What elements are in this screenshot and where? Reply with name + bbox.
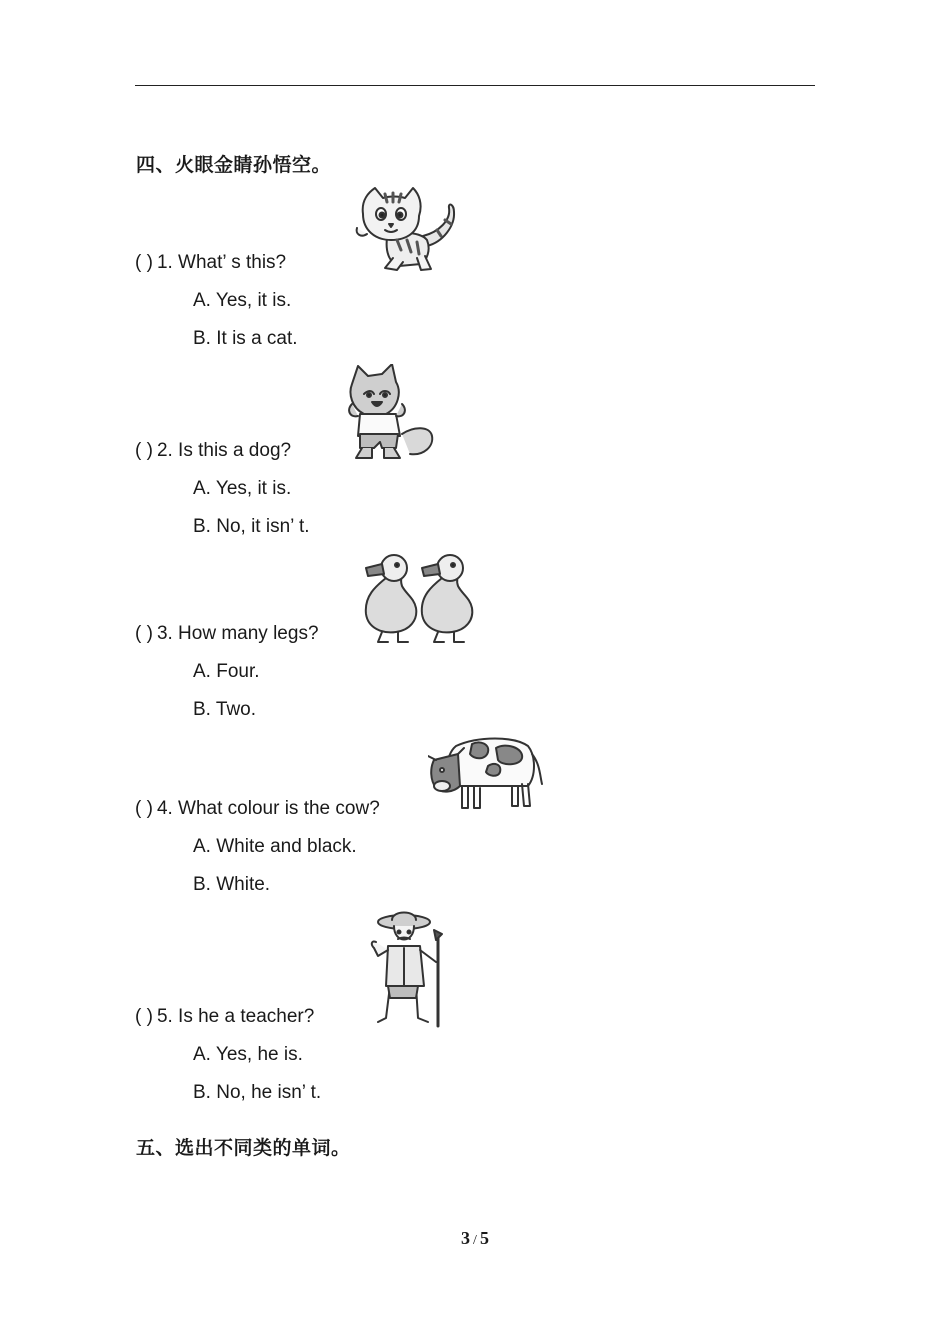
question-1-option-a: A. Yes, it is. bbox=[193, 290, 292, 311]
question-3 bbox=[135, 623, 319, 645]
question-4-option-a: A. White and black. bbox=[193, 836, 357, 857]
answer-blank[interactable]: ( ) bbox=[135, 1006, 153, 1027]
wolf-illustration bbox=[346, 364, 438, 462]
answer-blank[interactable]: ( ) bbox=[135, 440, 153, 461]
question-3-option-b: B. Two. bbox=[193, 699, 257, 720]
answer-blank[interactable]: ( ) bbox=[135, 252, 153, 273]
question-1 bbox=[135, 252, 286, 274]
question-2-option-b: B. No, it isn’ t. bbox=[193, 516, 310, 537]
section-5-heading: 五、选出不同类的单词。 bbox=[136, 1137, 351, 1159]
cow-illustration bbox=[428, 734, 546, 818]
question-3-option-a: A. Four. bbox=[193, 661, 260, 682]
cat-illustration bbox=[353, 184, 459, 274]
question-4 bbox=[135, 798, 380, 820]
question-5 bbox=[135, 1006, 314, 1028]
answer-blank[interactable]: ( ) bbox=[135, 623, 153, 644]
question-text: 5. Is he a teacher? bbox=[156, 1006, 315, 1027]
section-4-heading: 四、火眼金睛孙悟空。 bbox=[136, 154, 332, 176]
header-rule bbox=[135, 85, 815, 86]
question-5-option-a: A. Yes, he is. bbox=[193, 1044, 303, 1065]
question-text: 2. Is this a dog? bbox=[156, 440, 292, 461]
question-text: 3. How many legs? bbox=[156, 623, 319, 644]
question-5-option-b: B. No, he isn’ t. bbox=[193, 1082, 322, 1103]
page-separator: / bbox=[473, 1233, 477, 1248]
ducks-illustration bbox=[360, 552, 476, 646]
question-2-option-a: A. Yes, it is. bbox=[193, 478, 292, 499]
question-text: 1. What’ s this? bbox=[156, 252, 287, 273]
question-4-option-b: B. White. bbox=[193, 874, 271, 895]
question-1-option-b: B. It is a cat. bbox=[193, 328, 298, 349]
total-pages: 5 bbox=[479, 1228, 489, 1248]
answer-blank[interactable]: ( ) bbox=[135, 798, 153, 819]
question-2 bbox=[135, 440, 291, 462]
current-page: 3 bbox=[461, 1228, 471, 1248]
page-number bbox=[0, 1228, 950, 1249]
farmer-illustration bbox=[366, 910, 454, 1028]
question-text: 4. What colour is the cow? bbox=[156, 798, 380, 819]
